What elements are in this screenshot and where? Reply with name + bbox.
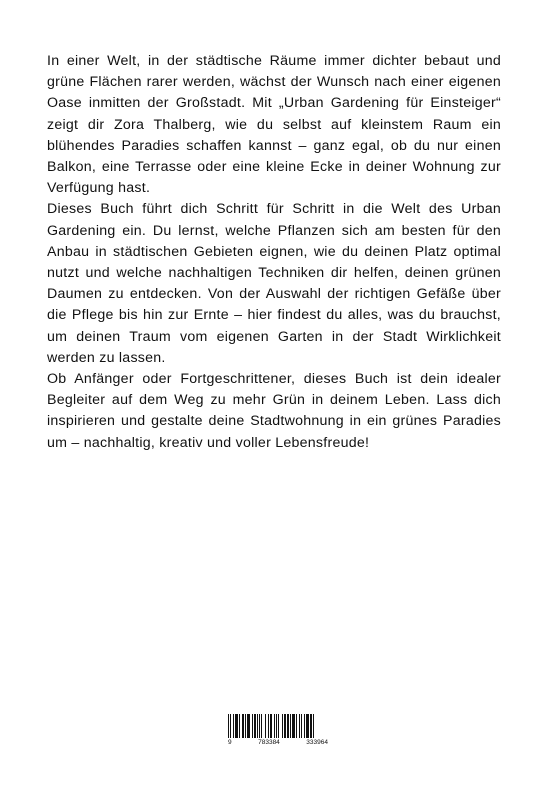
- barcode-bar: [242, 714, 244, 738]
- paragraph-intro: In einer Welt, in der städtische Räume immer dichter bebaut und grüne Flächen rarer werden, wächst der Wunsch nach einer eigenen Oase inmitten der Großstadt. Mit „Urban Gardening für Einsteiger“ zeigt dir Zora Thalberg, wie du selbst auf kleinstem Raum ein blühendes Paradies schaffen kannst – ganz egal, ob du nur einen Balkon, eine Terrasse oder eine kleine Ecke in deiner Wohnung zur Verfügung hast.: [47, 53, 501, 197]
- barcode-bar: [257, 714, 258, 738]
- barcode-bar: [274, 714, 275, 738]
- isbn-barcode: [226, 714, 330, 746]
- barcode-bar: [287, 714, 289, 738]
- barcode-bars: [226, 714, 330, 738]
- isbn-digit-group-1: 783384: [258, 739, 280, 746]
- barcode-bar: [290, 714, 291, 738]
- barcode-bar: [292, 714, 295, 738]
- barcode-bar: [282, 714, 283, 738]
- paragraph-content: Dieses Buch führt dich Schritt für Schritt in die Welt des Urban Gardening ein. Du lernst, welche Pflanzen sich am besten für den Anbau in städtischen Gebieten eignen, wie du deinen Platz optimal nutzt und welche nachhaltigen Techniken dir helfen, deinen grünen Daumen zu entdecken. Von der Auswahl der richtigen Gefäße über die Pflege bis hin zur Ernte – hier findest du alles, was du brauchst, um deinen Traum vom eigenen Garten in der Stadt Wirklichkeit werden zu lassen.: [47, 201, 501, 366]
- barcode-bar: [261, 714, 262, 738]
- barcode-bar: [304, 714, 305, 738]
- barcode-bar: [306, 714, 309, 738]
- barcode-bar: [278, 714, 279, 738]
- barcode-bar: [284, 714, 286, 738]
- barcode-bar: [296, 714, 297, 738]
- barcode-bar: [230, 714, 231, 738]
- barcode-bar: [245, 714, 246, 738]
- barcode-bar: [313, 714, 314, 738]
- isbn-digit-first: 9: [228, 739, 232, 746]
- barcode-bar: [254, 714, 256, 738]
- isbn-digit-group-2: 333964: [306, 739, 328, 746]
- barcode-bar: [270, 714, 272, 738]
- barcode-bar: [268, 714, 269, 738]
- isbn-number: [226, 739, 330, 746]
- paragraph-closing: Ob Anfänger oder Fortgeschrittener, dieses Buch ist dein idealer Begleiter auf dem Weg zu mehr Grün in deinem Leben. Lass dich inspirieren und gestalte deine Stadtwohnung in ein grünes Paradies um – nachhaltig, kreativ und voller Lebensfreude!: [47, 371, 501, 451]
- barcode-bar: [259, 714, 260, 738]
- barcode-bar: [301, 714, 302, 738]
- back-cover-text: [47, 51, 501, 454]
- barcode-bar: [265, 714, 266, 738]
- barcode-bar: [233, 714, 234, 738]
- barcode-bar: [239, 714, 240, 738]
- barcode-bar: [310, 714, 312, 738]
- barcode-bar: [299, 714, 300, 738]
- barcode-bar: [252, 714, 253, 738]
- barcode-bar: [247, 714, 250, 738]
- barcode-bar: [228, 714, 229, 738]
- barcode-bar: [276, 714, 277, 738]
- barcode-bar: [235, 714, 238, 738]
